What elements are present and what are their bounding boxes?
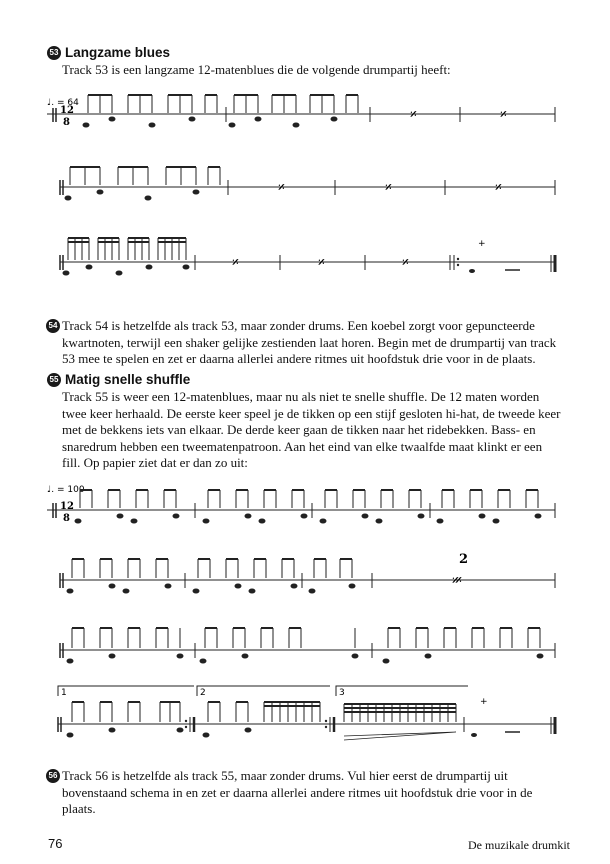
bass-note bbox=[469, 269, 475, 273]
track-54-badge: 54 bbox=[46, 319, 60, 333]
ending-3-label: 3 bbox=[339, 688, 345, 698]
ending-3-notes bbox=[344, 704, 456, 722]
section-55-title: Matig snelle shuffle bbox=[65, 372, 191, 387]
shuffle-notes bbox=[200, 628, 358, 663]
section-55-text: Track 55 is weer een 12-matenblues, maar nu als niet te snelle shuffle. De 12 maten worden twee keer herhaald. De eerste keer speel je de tikken op een stijf gesloten hi-hat, de tweede keer met de bekkens iets van elkaar. De derde keer gaan de tikken naar het ridebekken. Bass- en snaredrum hebben een tweematenpatroon. Aan het eind van elke twaalfde maat klinkt er een fill. Op papier ziet dat er dan zo uit: bbox=[62, 389, 561, 470]
staff-55-system-1 bbox=[0, 478, 610, 530]
ending-2-label: 2 bbox=[200, 688, 206, 698]
ending-1-notes bbox=[67, 702, 183, 737]
repeat-dot bbox=[325, 726, 327, 728]
repeat-measure-sign: 𝄎 bbox=[278, 180, 285, 196]
sixteenth-notes bbox=[63, 238, 189, 275]
repeat-dot bbox=[185, 720, 187, 722]
repeat-measure-sign: 𝄎 bbox=[385, 180, 392, 196]
section-53-intro: Track 53 is een langzame 12-matenblues die de volgende drumpartij heeft: bbox=[62, 62, 451, 77]
repeat-count: 2 bbox=[459, 552, 469, 567]
measure-1-notes bbox=[83, 95, 217, 127]
measure-2-notes bbox=[229, 95, 358, 127]
time-signature-top: 12 bbox=[60, 105, 74, 116]
volta-bracket-2 bbox=[197, 686, 330, 696]
repeat-dot bbox=[185, 726, 187, 728]
staff-53-system-2 bbox=[0, 155, 610, 205]
staff-55-system-4 bbox=[0, 682, 610, 744]
section-55-heading bbox=[47, 372, 190, 387]
time-signature-bottom: 8 bbox=[63, 513, 70, 524]
repeat-measure-sign: 𝄎 bbox=[410, 107, 417, 123]
tempo-mark-55: ♩. = 100 bbox=[47, 485, 85, 495]
shuffle-notes bbox=[437, 490, 541, 523]
ending-1-label: 1 bbox=[61, 688, 67, 698]
volta-bracket-3 bbox=[336, 686, 468, 696]
track-55-badge: 55 bbox=[47, 373, 61, 387]
measure-notes bbox=[65, 167, 220, 200]
section-54-paragraph bbox=[48, 318, 562, 368]
track-53-badge: 53 bbox=[47, 46, 61, 60]
shuffle-notes bbox=[203, 490, 307, 523]
shuffle-notes bbox=[67, 628, 183, 663]
repeat-measure-sign: 𝄎 bbox=[402, 255, 409, 271]
shuffle-notes bbox=[320, 490, 424, 523]
staff-55-system-2 bbox=[0, 545, 610, 597]
shuffle-notes bbox=[383, 628, 543, 663]
repeat-dot bbox=[325, 720, 327, 722]
section-53-heading bbox=[47, 45, 170, 60]
section-53-title: Langzame blues bbox=[65, 45, 171, 60]
ending-2-notes bbox=[203, 702, 320, 737]
staff-55-system-3 bbox=[0, 612, 610, 667]
time-signature-top: 12 bbox=[60, 501, 74, 512]
volta-bracket-1 bbox=[58, 686, 194, 696]
crash-note: + bbox=[480, 697, 488, 707]
book-title: De muzikale drumkit bbox=[468, 838, 570, 852]
repeat-measure-sign: 𝄎 bbox=[318, 255, 325, 271]
shuffle-notes bbox=[75, 490, 179, 523]
time-signature-bottom: 8 bbox=[63, 117, 70, 128]
repeat-measure-sign: 𝄎 bbox=[500, 107, 507, 123]
shuffle-notes bbox=[309, 559, 355, 593]
two-bar-repeat-sign: 𝄏 bbox=[452, 573, 462, 589]
section-56-text: Track 56 is hetzelfde als track 55, maar zonder drums. Vul hier eerst de drumpartij uit bovenstaand schema in en zet er daarna allerlei andere ritmes uit hoofdstuk drie voor in de plaats. bbox=[62, 768, 533, 816]
page-number: 76 bbox=[48, 836, 63, 851]
track-56-badge: 56 bbox=[46, 769, 60, 783]
crescendo-hairpin bbox=[344, 732, 456, 740]
tempo-mark-53: ♩. = 64 bbox=[47, 98, 79, 108]
repeat-dot bbox=[457, 258, 459, 260]
section-56-paragraph bbox=[48, 768, 562, 818]
repeat-dot bbox=[457, 264, 459, 266]
crash-note: + bbox=[478, 239, 486, 249]
section-54-text: Track 54 is hetzelfde als track 53, maar zonder drums. Een koebel zorgt voor gepuncteerde kwartnoten, terwijl een shaker gelijke zestienden laat horen. Begin met de drumpartij van track 53 mee te spelen en zet er daarna allerlei andere ritmes uit hoofdstuk drie voor in de plaats. bbox=[62, 318, 557, 366]
staff-53-system-1 bbox=[0, 85, 610, 135]
staff-53-system-3 bbox=[0, 228, 610, 280]
shuffle-notes bbox=[193, 559, 297, 593]
shuffle-notes bbox=[67, 559, 171, 593]
bass-note bbox=[471, 733, 477, 737]
repeat-measure-sign: 𝄎 bbox=[232, 255, 239, 271]
repeat-measure-sign: 𝄎 bbox=[495, 180, 502, 196]
